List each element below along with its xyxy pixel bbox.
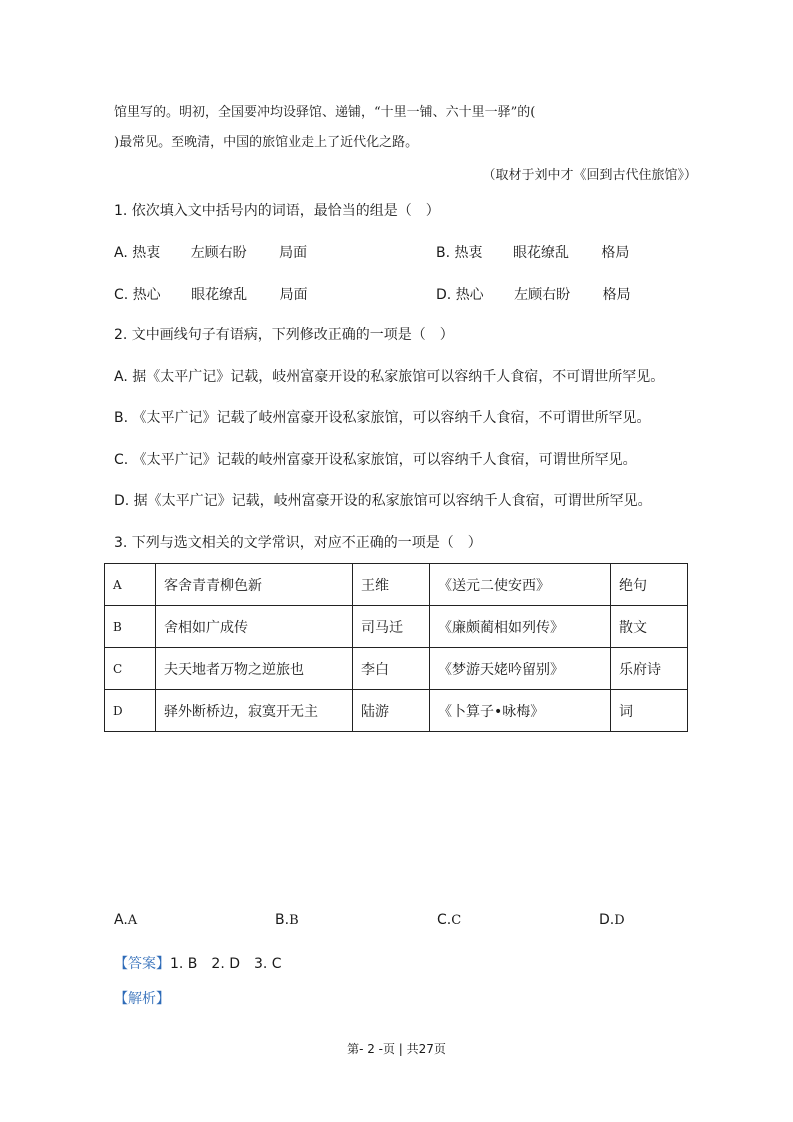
row-line: 客舍青青柳色新 [156,564,353,606]
row-work: 《卜算子•咏梅》 [430,690,611,732]
passage-source: （取材于刘中才《回到古代住旅馆》） [482,168,697,183]
choice-letter: B. [275,912,290,928]
option-word: 左顾右盼 [514,287,571,303]
passage-line-1: 馆里写的。明初，全国要冲均设驿馆、递铺，“十里一铺、六十里一驿”的( [114,105,536,120]
choice-text: D [614,913,625,928]
answer-tag: 【答案】 [114,956,170,972]
analysis-line [114,989,170,1009]
row-work: 《廉颇蔺相如列传》 [430,606,611,648]
row-author: 王维 [353,564,430,606]
row-line: 驿外断桥边，寂寞开无主 [156,690,353,732]
q3-stem: 3. 下列与选文相关的文学常识，对应不正确的一项是（ ） [114,535,482,551]
q2-option-d: D. 据《太平广记》记载，岐州富豪开设的私家旅馆可以容纳千人食宿，可谓世所罕见。 [114,493,652,509]
row-line: 夫天地者万物之逆旅也 [156,648,353,690]
row-genre: 绝句 [611,564,688,606]
row-work: 《送元二使安西》 [430,564,611,606]
choice-letter: D. [599,912,615,928]
q2-option-b: B. 《太平广记》记载了岐州富豪开设私家旅馆，可以容纳千人食宿，不可谓世所罕见。 [114,410,651,426]
q3-choice-c [437,912,461,928]
q3-choice-d [599,912,625,928]
choice-letter: A. [114,912,128,928]
option-word: 热心 [132,287,161,303]
analysis-tag: 【解析】 [114,991,170,1007]
q1-option-b [436,242,629,262]
q2-stem: 2. 文中画线句子有语病，下列修改正确的一项是（ ） [114,327,454,343]
row-author: 司马迁 [353,606,430,648]
choice-text: C [451,913,462,928]
row-genre: 乐府诗 [611,648,688,690]
option-word: 热心 [455,287,484,303]
option-letter: C. [114,287,129,303]
row-work: 《梦游天姥吟留别》 [430,648,611,690]
page-footer: 第- 2 -页 | 共27页 [347,1042,446,1056]
table-row [105,690,688,732]
option-letter: D. [436,287,452,303]
option-word: 热衷 [454,245,483,261]
choice-letter: C. [437,912,452,928]
table-row [105,606,688,648]
q2-option-a: A. 据《太平广记》记载，岐州富豪开设的私家旅馆可以容纳千人食宿，不可谓世所罕见。 [114,369,665,385]
row-genre: 散文 [611,606,688,648]
option-word: 格局 [602,287,631,303]
row-key: B [105,606,156,648]
table-row [105,648,688,690]
passage-line-2: )最常见。至晚清，中国的旅馆业走上了近代化之路。 [114,135,419,150]
option-word: 眼花缭乱 [512,245,569,261]
row-key: C [105,648,156,690]
q1-option-a [114,242,307,262]
row-author: 李白 [353,648,430,690]
q1-option-d [436,284,631,304]
q3-choice-b [275,912,299,928]
row-genre: 词 [611,690,688,732]
option-word: 热衷 [132,245,161,261]
option-word: 格局 [601,245,630,261]
choice-text: B [289,913,299,928]
row-author: 陆游 [353,690,430,732]
option-word: 局面 [279,245,308,261]
option-word: 左顾右盼 [190,245,247,261]
q2-option-c: C. 《太平广记》记载的岐州富豪开设私家旅馆，可以容纳千人食宿，可谓世所罕见。 [114,452,637,468]
option-word: 局面 [279,287,308,303]
answer-line [114,953,282,973]
option-letter: B. [436,245,451,261]
option-word: 眼花缭乱 [191,287,248,303]
row-key: D [105,690,156,732]
choice-text: A [127,913,138,928]
row-line: 舍相如广成传 [156,606,353,648]
option-letter: A. [114,245,128,261]
literature-table [104,563,688,732]
row-key: A [105,564,156,606]
q1-option-c [114,284,308,304]
table-row [105,564,688,606]
q3-choice-a [114,912,137,928]
q1-stem: 1. 依次填入文中括号内的词语，最恰当的组是（ ） [114,203,440,219]
answer-text: 1. B 2. D 3. C [170,956,282,972]
